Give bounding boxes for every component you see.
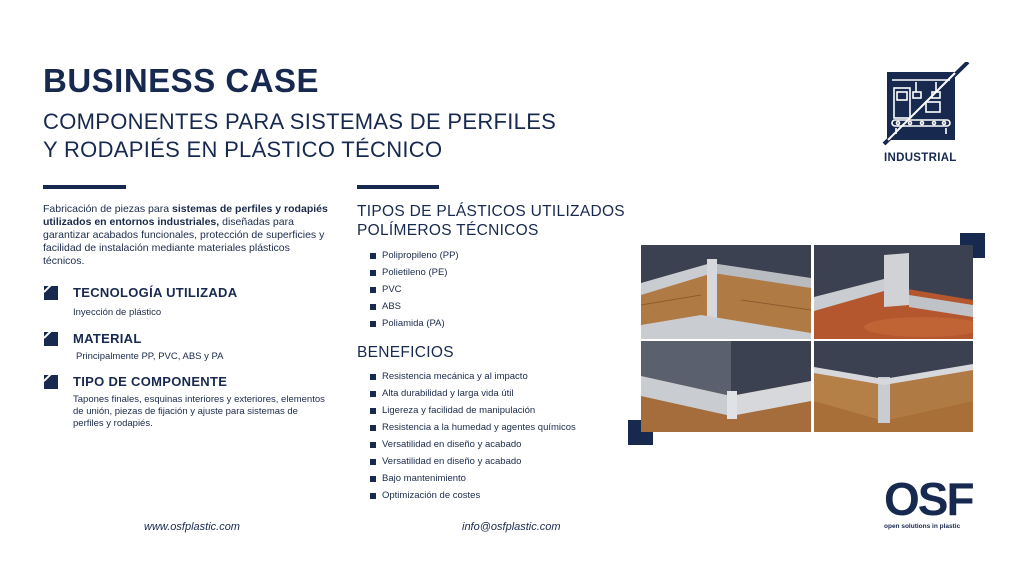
page-subtitle [43, 108, 643, 164]
product-photo-2 [814, 245, 973, 339]
list-item: Ligereza y facilidad de manipulación [370, 405, 576, 422]
osf-logo-tagline: open solutions in plastic [884, 523, 961, 530]
intro-text-2: diseñadas para garantizar acabados funcionales, protección de superficies y facilidad de instalación mediante materiales plásticos técnicos. [43, 216, 325, 267]
plastics-heading [357, 202, 625, 240]
list-item: Resistencia a la humedad y agentes químicos [370, 422, 576, 439]
plastics-heading-line-1: TIPOS DE PLÁSTICOS UTILIZADOS [357, 203, 625, 220]
benefits-heading: BENEFICIOS [357, 344, 454, 361]
email-link[interactable]: info@osfplastic.com [462, 521, 561, 533]
product-photo-4 [814, 341, 973, 432]
osf-logo-text: OSF [884, 473, 973, 525]
section-title-technology: TECNOLOGÍA UTILIZADA [73, 285, 238, 300]
product-photo-3 [641, 341, 811, 432]
list-item: Alta durabilidad y larga vida útil [370, 388, 576, 405]
list-item: ABS [370, 301, 459, 318]
subtitle-line-2: Y RODAPIÉS EN PLÁSTICO TÉCNICO [43, 137, 443, 162]
section-bullet-icon [44, 286, 58, 300]
list-item: Versatilidad en diseño y acabado [370, 456, 576, 473]
list-item: Resistencia mecánica y al impacto [370, 371, 576, 388]
section-text-component: Tapones finales, esquinas interiores y exteriores, elementos de unión, piezas de fijación y ajuste para sistemas de perfiles y rodapiés. [73, 394, 325, 429]
divider-middle [357, 185, 439, 189]
plastics-heading-line-2: POLÍMEROS TÉCNICOS [357, 222, 539, 239]
plastics-list [370, 250, 459, 335]
intro-paragraph [43, 203, 328, 268]
intro-text-1: Fabricación de piezas para [43, 203, 172, 215]
osf-logo [884, 473, 984, 536]
website-link[interactable]: www.osfplastic.com [144, 521, 240, 533]
section-title-material: MATERIAL [73, 331, 142, 346]
list-item: Bajo mantenimiento [370, 473, 576, 490]
list-item: PVC [370, 284, 459, 301]
divider-left [43, 185, 126, 189]
benefits-list [370, 371, 576, 507]
section-text-technology: Inyección de plástico [73, 307, 162, 318]
list-item: Polietileno (PE) [370, 267, 459, 284]
list-item: Poliamida (PA) [370, 318, 459, 335]
section-bullet-icon [44, 375, 58, 389]
list-item: Optimización de costes [370, 490, 576, 507]
product-photo-1 [641, 245, 811, 339]
section-title-component: TIPO DE COMPONENTE [73, 374, 228, 389]
subtitle-line-1: COMPONENTES PARA SISTEMAS DE PERFILES [43, 109, 557, 134]
list-item: Polipropileno (PP) [370, 250, 459, 267]
section-text-material: Principalmente PP, PVC, ABS y PA [76, 351, 224, 362]
list-item: Versatilidad en diseño y acabado [370, 439, 576, 456]
intro-text-bold: sistemas de perfiles y rodapiés utilizados en entornos industriales, [43, 203, 328, 228]
industrial-factory-icon [880, 62, 970, 146]
industrial-badge [880, 62, 970, 172]
section-bullet-icon [44, 332, 58, 346]
industrial-label: INDUSTRIAL [884, 152, 957, 164]
page-title: BUSINESS CASE [43, 62, 320, 99]
